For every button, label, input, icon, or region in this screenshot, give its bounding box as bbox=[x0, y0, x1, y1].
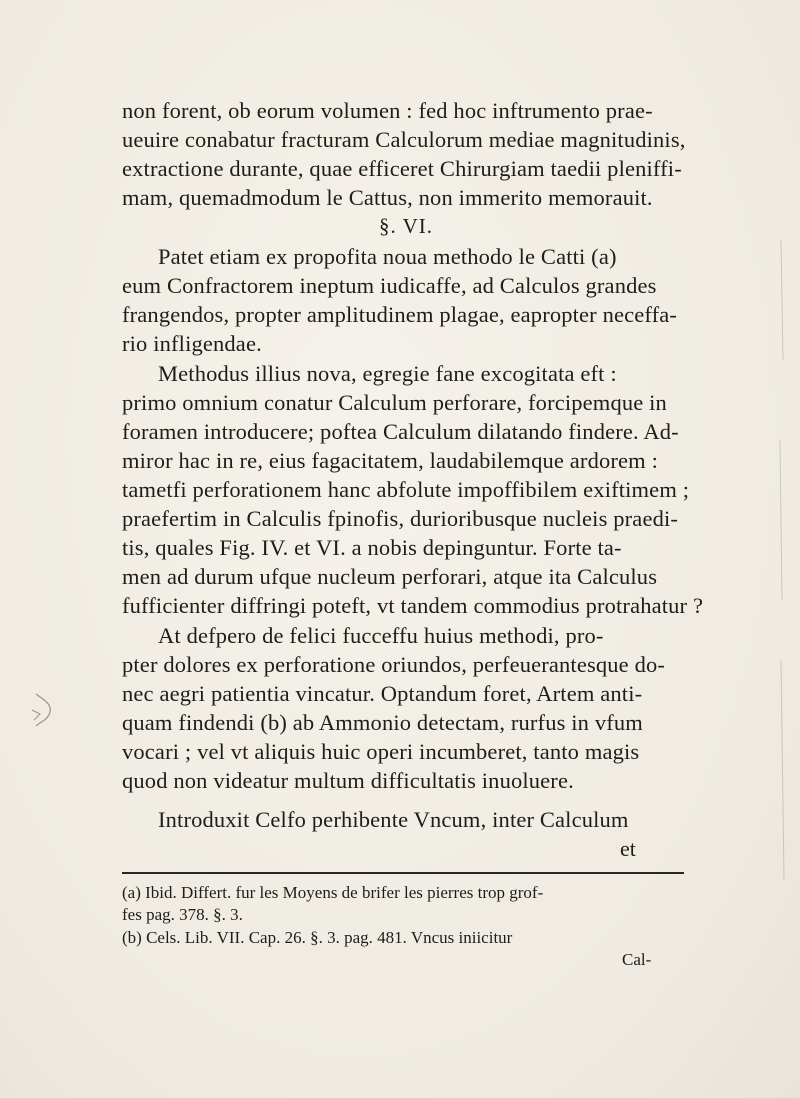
margin-stain-icon bbox=[30, 690, 58, 730]
text-line: nec aegri patientia vincatur. Optandum foret, Artem anti- bbox=[122, 681, 643, 706]
text-line: mam, quemadmodum le Cattus, non immerito memorauit. bbox=[122, 185, 653, 210]
text-line: men ad durum ufque nucleum perforari, atque ita Calculus bbox=[122, 564, 658, 589]
text-line: At defpero de felici fucceffu huius methodi, pro- bbox=[158, 623, 604, 648]
text-line: Introduxit Celfo perhibente Vncum, inter Calculum bbox=[158, 807, 629, 832]
text-line: quam findendi (b) ab Ammonio detectam, rurfus in vfum bbox=[122, 710, 643, 735]
text-line: extractione durante, quae efficeret Chirurgiam taedii pleniffi- bbox=[122, 156, 682, 181]
text-line: quod non videatur multum difficultatis inuoluere. bbox=[122, 768, 574, 793]
footnote-line: (b) Cels. Lib. VII. Cap. 26. §. 3. pag. 481. Vncus iniicitur bbox=[122, 928, 513, 947]
text-line: pter dolores ex perforatione oriundos, perfeuerantesque do- bbox=[122, 652, 666, 677]
text-line: rio infligendae. bbox=[122, 331, 262, 356]
bleed-through-marks bbox=[774, 240, 788, 880]
text-line: eum Confractorem ineptum iudicaffe, ad Calculos grandes bbox=[122, 273, 657, 298]
footnote-line: fes pag. 378. §. 3. bbox=[122, 905, 243, 924]
footnote-line: Cal- bbox=[622, 950, 652, 969]
text-line: frangendos, propter amplitudinem plagae, eapropter neceffa- bbox=[122, 302, 678, 327]
footnote-rule bbox=[122, 872, 684, 874]
text-line: tametfi perforationem hanc abfolute impoffibilem exiftimem ; bbox=[122, 477, 690, 502]
text-line: ueuire conabatur fracturam Calculorum mediae magnitudinis, bbox=[122, 127, 686, 152]
text-line: Patet etiam ex propofita noua methodo le Catti (a) bbox=[158, 244, 617, 269]
text-line: non forent, ob eorum volumen : fed hoc inftrumento prae- bbox=[122, 98, 653, 123]
text-line: tis, quales Fig. IV. et VI. a nobis depinguntur. Forte ta- bbox=[122, 535, 622, 560]
text-line: miror hac in re, eius fagacitatem, laudabilemque ardorem : bbox=[122, 448, 658, 473]
text-line: primo omnium conatur Calculum perforare, forcipemque in bbox=[122, 390, 667, 415]
text-line: Methodus illius nova, egregie fane excogitata eft : bbox=[158, 361, 617, 386]
text-line: fufficienter diffringi poteft, vt tandem commodius protrahatur ? bbox=[122, 593, 704, 618]
text-line: praefertim in Calculis fpinofis, durioribusque nucleis praedi- bbox=[122, 506, 679, 531]
text-line: foramen introducere; poftea Calculum dilatando findere. Ad- bbox=[122, 419, 679, 444]
catchword: et bbox=[620, 836, 636, 861]
text-line: vocari ; vel vt aliquis huic operi incumberet, tanto magis bbox=[122, 739, 640, 764]
section-heading: §. VI. bbox=[378, 214, 434, 238]
footnote-line: (a) Ibid. Differt. fur les Moyens de brifer les pierres trop grof- bbox=[122, 883, 544, 902]
